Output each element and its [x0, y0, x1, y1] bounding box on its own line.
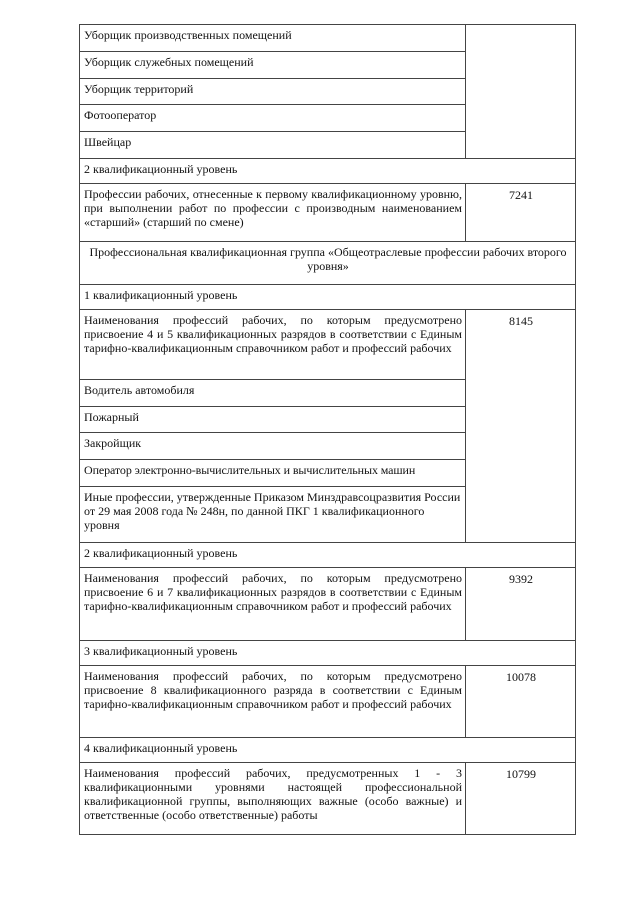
table-row	[80, 763, 576, 835]
table-row	[80, 242, 576, 285]
level-description: Наименования профессий рабочих, по которым предусмотрено присвоение 8 квалификационного разряда в соответствии с Единым тарифно-квалификационным справочником работ и профессий рабочих	[80, 666, 466, 738]
level-heading: 2 квалификационный уровень	[80, 159, 576, 184]
level-description: Наименования профессий рабочих, по которым предусмотрено присвоение 6 и 7 квалификационных разрядов в соответствии с Единым тарифно-квалификационным справочником работ и профессий рабочих	[80, 568, 466, 641]
salary-value: 8145	[466, 310, 576, 543]
salary-value: 9392	[466, 568, 576, 641]
profession-item: Закройщик	[80, 433, 466, 460]
table-row	[80, 568, 576, 641]
table-row	[80, 738, 576, 763]
profession-item: Водитель автомобиля	[80, 380, 466, 407]
salary-value: 10799	[466, 763, 576, 835]
table-row	[80, 285, 576, 310]
table-row	[80, 641, 576, 666]
level-description: Профессии рабочих, отнесенные к первому квалификационному уровню, при выполнении работ по профессии с производным наименованием «старший» (старший по смене)	[80, 184, 466, 242]
level-heading: 3 квалификационный уровень	[80, 641, 576, 666]
level-description: Наименования профессий рабочих, предусмотренных 1 - 3 квалификационными уровнями настоящей профессиональной квалификационной группы, выполняющих важные (особо важные) и ответственные (особо ответственные) работы	[80, 763, 466, 835]
qualification-groups-table	[79, 24, 576, 835]
salary-value: 7241	[466, 184, 576, 242]
profession-item: Пожарный	[80, 407, 466, 433]
table-row	[80, 159, 576, 184]
table-row	[80, 666, 576, 738]
profession-item: Оператор электронно-вычислительных и вычислительных машин	[80, 460, 466, 487]
group-caption: Профессиональная квалификационная группа «Общеотраслевые профессии рабочих второго уровня»	[80, 242, 576, 285]
profession-item: Швейцар	[80, 132, 466, 159]
table-row	[80, 25, 576, 52]
profession-item: Уборщик служебных помещений	[80, 52, 466, 79]
level-description: Наименования профессий рабочих, по которым предусмотрено присвоение 4 и 5 квалификационных разрядов в соответствии с Единым тарифно-квалификационным справочником работ и профессий рабочих	[80, 310, 466, 380]
level-heading: 4 квалификационный уровень	[80, 738, 576, 763]
table-row	[80, 543, 576, 568]
profession-item: Фотооператор	[80, 105, 466, 132]
table-row	[80, 184, 576, 242]
profession-item: Уборщик территорий	[80, 79, 466, 105]
profession-item: Иные профессии, утвержденные Приказом Минздравсоцразвития России от 29 мая 2008 года № 248н, по данной ПКГ 1 квалификационного уровня	[80, 487, 466, 543]
empty-value-cell	[466, 25, 576, 159]
profession-item: Уборщик производственных помещений	[80, 25, 466, 52]
level-heading: 2 квалификационный уровень	[80, 543, 576, 568]
salary-value: 10078	[466, 666, 576, 738]
table-row	[80, 310, 576, 380]
level-heading: 1 квалификационный уровень	[80, 285, 576, 310]
